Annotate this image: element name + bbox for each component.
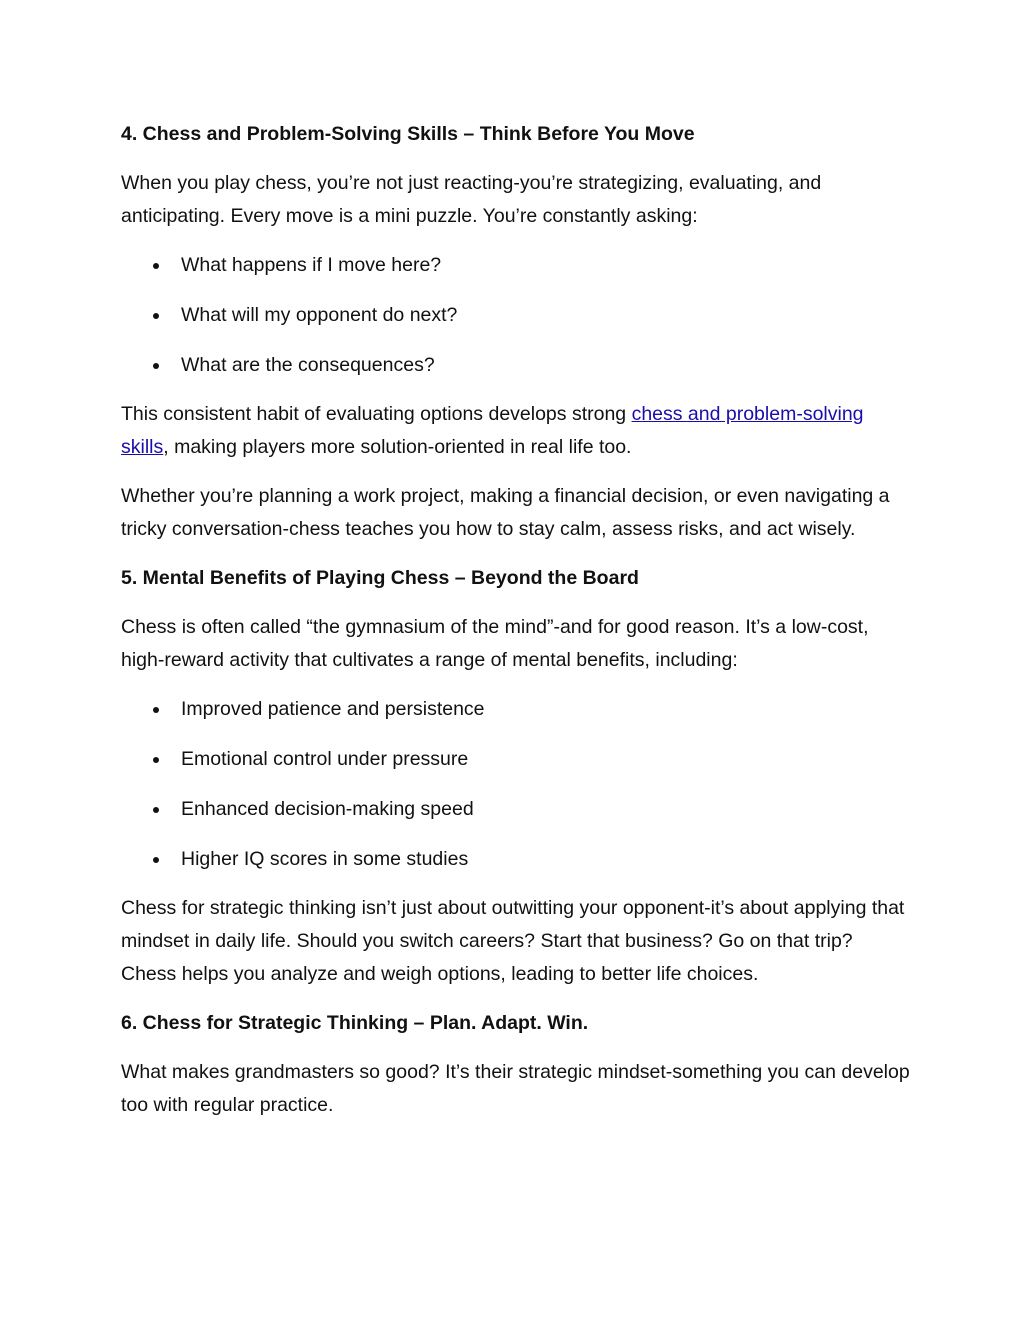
bullet-icon	[153, 857, 159, 863]
bullet-icon	[153, 807, 159, 813]
list-item: What will my opponent do next?	[121, 299, 911, 332]
chess-problem-solving-link[interactable]: chess and problem-solving skills	[121, 403, 864, 458]
bullet-icon	[153, 263, 159, 269]
section-5-paragraph-2: Chess for strategic thinking isn’t just about outwitting your opponent-it’s about applying that mindset in daily life. Should you switch careers? Start that business? Go on that trip? Chess helps you analyze and weigh options, leading to better life choices.	[121, 897, 905, 985]
list-item: Enhanced decision-making speed	[121, 793, 911, 826]
section-4-intro: When you play chess, you’re not just reacting-you’re strategizing, evaluating, and anticipating. Every move is a mini puzzle. You’re constantly asking:	[121, 172, 822, 227]
list-item: Emotional control under pressure	[121, 743, 911, 776]
bullet-icon	[153, 707, 159, 713]
section-4-paragraph-3: Whether you’re planning a work project, making a financial decision, or even navigating a tricky conversation-chess teaches you how to stay calm, assess risks, and act wisely.	[121, 485, 890, 540]
section-6-intro: What makes grandmasters so good? It’s their strategic mindset-something you can develop too with regular practice.	[121, 1061, 910, 1116]
bullet-icon	[153, 757, 159, 763]
section-5-heading: 5. Mental Benefits of Playing Chess – Beyond the Board	[121, 567, 639, 589]
section-6-heading: 6. Chess for Strategic Thinking – Plan. Adapt. Win.	[121, 1012, 589, 1034]
section-4-bullet-list	[121, 249, 911, 382]
document-page	[121, 118, 911, 1138]
section-4-paragraph-2: This consistent habit of evaluating options develops strong chess and problem-solving skills, making players more solution-oriented in real life too.	[121, 403, 864, 458]
section-5-intro: Chess is often called “the gymnasium of the mind”-and for good reason. It’s a low-cost, high-reward activity that cultivates a range of mental benefits, including:	[121, 616, 869, 671]
bullet-icon	[153, 363, 159, 369]
section-4-heading: 4. Chess and Problem-Solving Skills – Think Before You Move	[121, 123, 695, 145]
bullet-icon	[153, 313, 159, 319]
list-item: What are the consequences?	[121, 349, 911, 382]
list-item: Improved patience and persistence	[121, 693, 911, 726]
section-5-bullet-list	[121, 693, 911, 876]
list-item: What happens if I move here?	[121, 249, 911, 282]
list-item: Higher IQ scores in some studies	[121, 843, 911, 876]
